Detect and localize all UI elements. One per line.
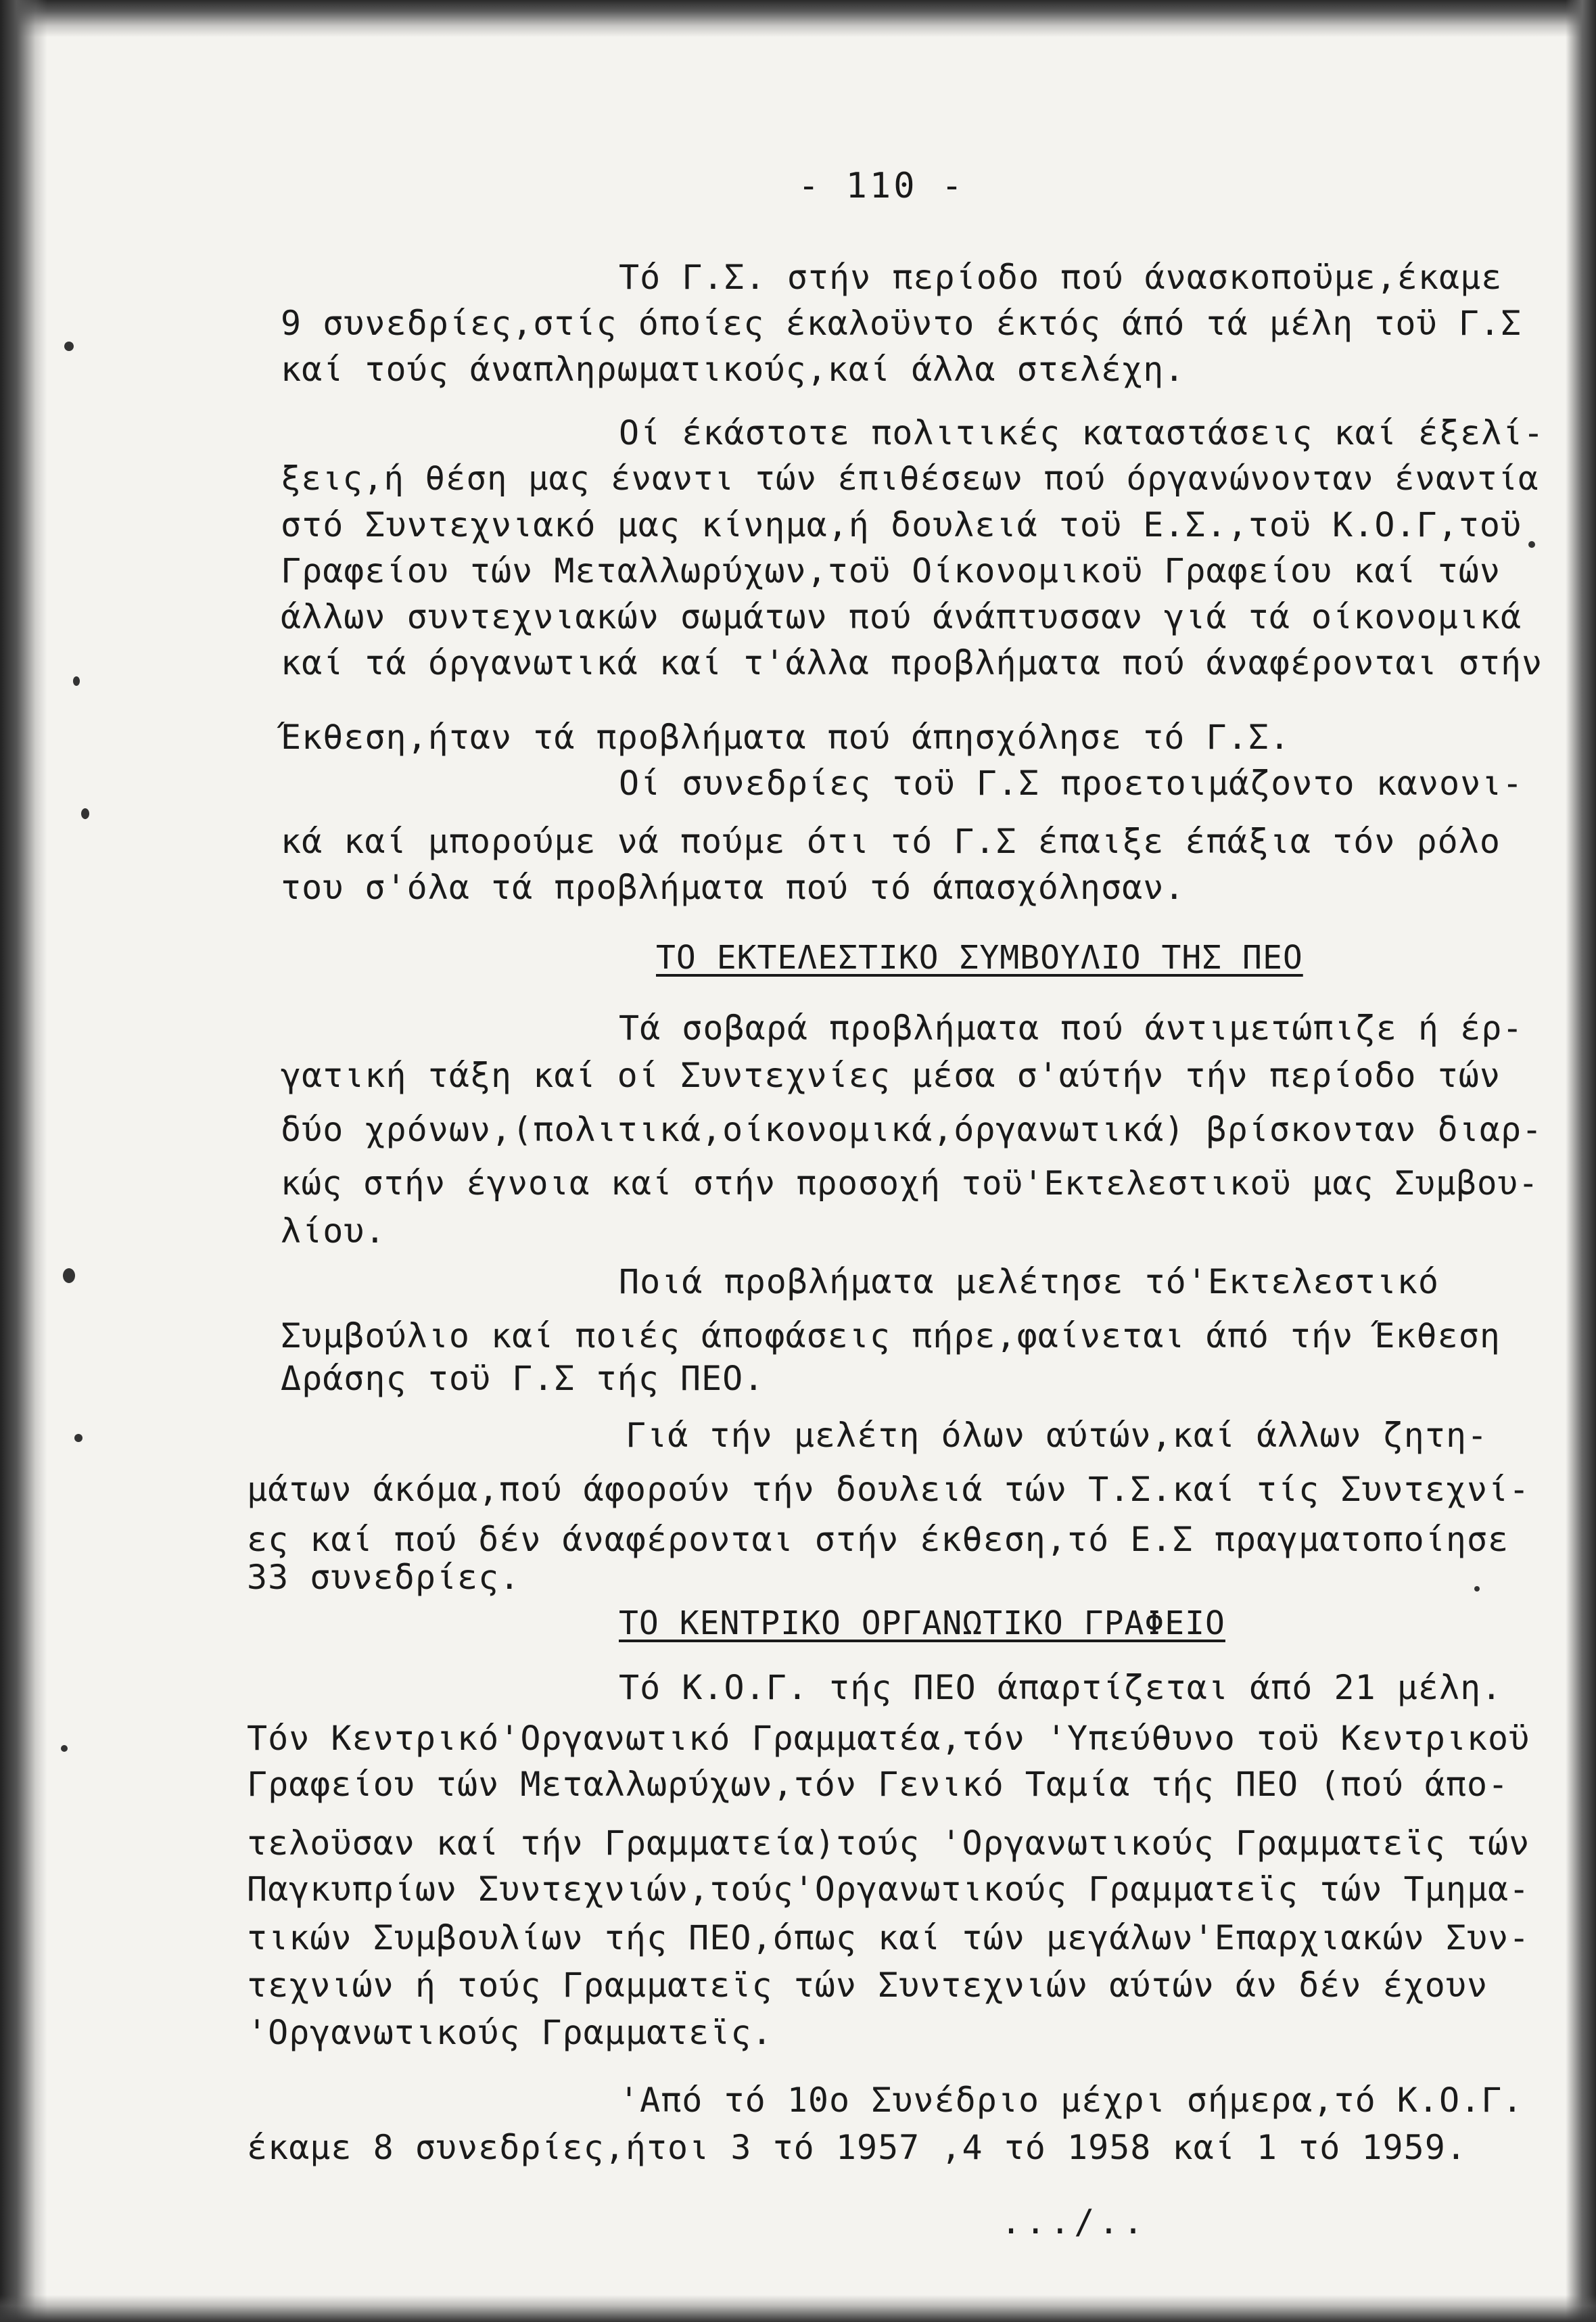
scan-speck	[64, 342, 74, 351]
paragraph-line: 'Από τό 10ο Συνέδριο μέχρι σήμερα,τό Κ.Ο.Γ.	[619, 2081, 1524, 2120]
paragraph-line: άλλων συντεχνιακών σωμάτων πού άνάπτυσσαν γιά τά οίκονομικά	[281, 597, 1522, 636]
paragraph-line: κώς στήν έγνοια καί στήν προσοχή τοϋ'Εκτελεστικοϋ μας Συμβου-	[281, 1164, 1539, 1203]
paragraph-line: τικών Συμβουλίων τής ΠΕΟ,όπως καί τών μεγάλων'Επαρχιακών Συν-	[247, 1918, 1530, 1957]
paragraph-line: Συμβούλιο καί ποιές άποφάσεις πήρε,φαίνεται άπό τήν Έκθεση	[281, 1316, 1501, 1355]
paragraph-line: 'Οργανωτικούς Γραμματεϊς.	[247, 2013, 773, 2052]
paragraph-line: Τό Γ.Σ. στήν περίοδο πού άνασκοποϋμε,έκαμε	[619, 258, 1503, 297]
scan-edge-left	[0, 0, 47, 2322]
continuation-mark: .../..	[1001, 2202, 1148, 2242]
paragraph-line: ες καί πού δέν άναφέρονται στήν έκθεση,τό Ε.Σ πραγματοποίησε	[247, 1520, 1509, 1559]
paragraph-line: Γιά τήν μελέτη όλων αύτών,καί άλλων ζητη-	[626, 1416, 1488, 1455]
paragraph-line: Τά σοβαρά προβλήματα πού άντιμετώπιζε ή έρ-	[619, 1008, 1524, 1048]
scan-edge-bottom	[0, 2295, 1596, 2322]
paragraph-line: στό Συντεχνιακό μας κίνημα,ή δουλειά τοϋ Ε.Σ.,τοϋ Κ.Ο.Γ,τοϋ	[281, 505, 1522, 544]
paragraph-line: 9 συνεδρίες,στίς όποίες έκαλοϋντο έκτός άπό τά μέλη τοϋ Γ.Σ	[281, 304, 1522, 343]
paragraph-line: καί τούς άναπληρωματικούς,καί άλλα στελέχη.	[281, 350, 1186, 389]
paragraph-line: καί τά όργανωτικά καί τ'άλλα προβλήματα πού άναφέρονται στήν	[281, 643, 1543, 682]
scan-speck	[63, 1268, 75, 1283]
paragraph-line: Παγκυπρίων Συντεχνιών,τούς'Οργανωτικούς Γραμματεϊς τών Τμημα-	[247, 1870, 1530, 1909]
scan-edge-top	[0, 0, 1596, 37]
scan-speck	[61, 1745, 68, 1752]
paragraph-line: Γραφείου τών Μεταλλωρύχων,τόν Γενικό Ταμία τής ΠΕΟ (πού άπο-	[247, 1765, 1509, 1804]
paragraph-line: τελοϋσαν καί τήν Γραμματεία)τούς 'Οργανωτικούς Γραμματεϊς τών	[247, 1824, 1530, 1863]
scan-edge-right	[1566, 0, 1596, 2322]
paragraph-line: έκαμε 8 συνεδρίες,ήτοι 3 τό 1957 ,4 τό 1958 καί 1 τό 1959.	[247, 2128, 1467, 2167]
paragraph-line: ξεις,ή θέση μας έναντι τών έπιθέσεων πού όργανώνονταν έναντία	[281, 459, 1539, 498]
paragraph-line: δύο χρόνων,(πολιτικά,οίκονομικά,όργανωτικά) βρίσκονταν διαρ-	[281, 1110, 1543, 1149]
scan-speck	[74, 1434, 83, 1442]
scan-speck	[73, 676, 80, 686]
scan-speck	[1474, 1586, 1480, 1592]
paragraph-line: μάτων άκόμα,πού άφορούν τήν δουλειά τών Τ.Σ.καί τίς Συντεχνί-	[247, 1470, 1530, 1509]
paragraph-line: Ποιά προβλήματα μελέτησε τό'Εκτελεστικό	[619, 1262, 1439, 1301]
page-number: - 110 -	[798, 166, 966, 206]
paragraph-line: Τό Κ.Ο.Γ. τής ΠΕΟ άπαρτίζεται άπό 21 μέλη.	[619, 1668, 1503, 1707]
paragraph-line: λίου.	[281, 1211, 386, 1251]
paragraph-line: τεχνιών ή τούς Γραμματεϊς τών Συντεχνιών αύτών άν δέν έχουν	[247, 1966, 1488, 2005]
scan-speck	[81, 808, 89, 819]
paragraph-line: 33 συνεδρίες.	[247, 1558, 521, 1597]
paragraph-line: γατική τάξη καί οί Συντεχνίες μέσα σ'αύτήν τήν περίοδο τών	[281, 1056, 1501, 1095]
paragraph-line: κά καί μπορούμε νά πούμε ότι τό Γ.Σ έπαιξε έπάξια τόν ρόλο	[281, 822, 1501, 861]
paragraph-line: Τόν Κεντρικό'Οργανωτικό Γραμματέα,τόν 'Υπεύθυνο τοϋ Κεντρικοϋ	[247, 1719, 1530, 1758]
paragraph-line: του σ'όλα τά προβλήματα πού τό άπασχόλησαν.	[281, 868, 1186, 907]
section-heading: ΤΟ ΚΕΝΤΡΙΚΟ ΟΡΓΑΝΩΤΙΚΟ ΓΡΑΦΕΙΟ	[619, 1604, 1225, 1642]
paragraph-line: Οί συνεδρίες τοϋ Γ.Σ προετοιμάζοντο κανονι-	[619, 764, 1524, 803]
paragraph-line: Δράσης τοϋ Γ.Σ τής ΠΕΟ.	[281, 1359, 765, 1398]
paragraph-line: Έκθεση,ήταν τά προβλήματα πού άπησχόλησε τό Γ.Σ.	[281, 718, 1290, 757]
section-heading: ΤΟ ΕΚΤΕΛΕΣΤΙΚΟ ΣΥΜΒΟΥΛΙΟ ΤΗΣ ΠΕΟ	[656, 939, 1303, 977]
scan-speck	[1528, 541, 1535, 548]
paragraph-line: Οί έκάστοτε πολιτικές καταστάσεις καί έξελί-	[619, 413, 1545, 452]
paragraph-line: Γραφείου τών Μεταλλωρύχων,τοϋ Οίκονομικοϋ Γραφείου καί τών	[281, 551, 1501, 590]
